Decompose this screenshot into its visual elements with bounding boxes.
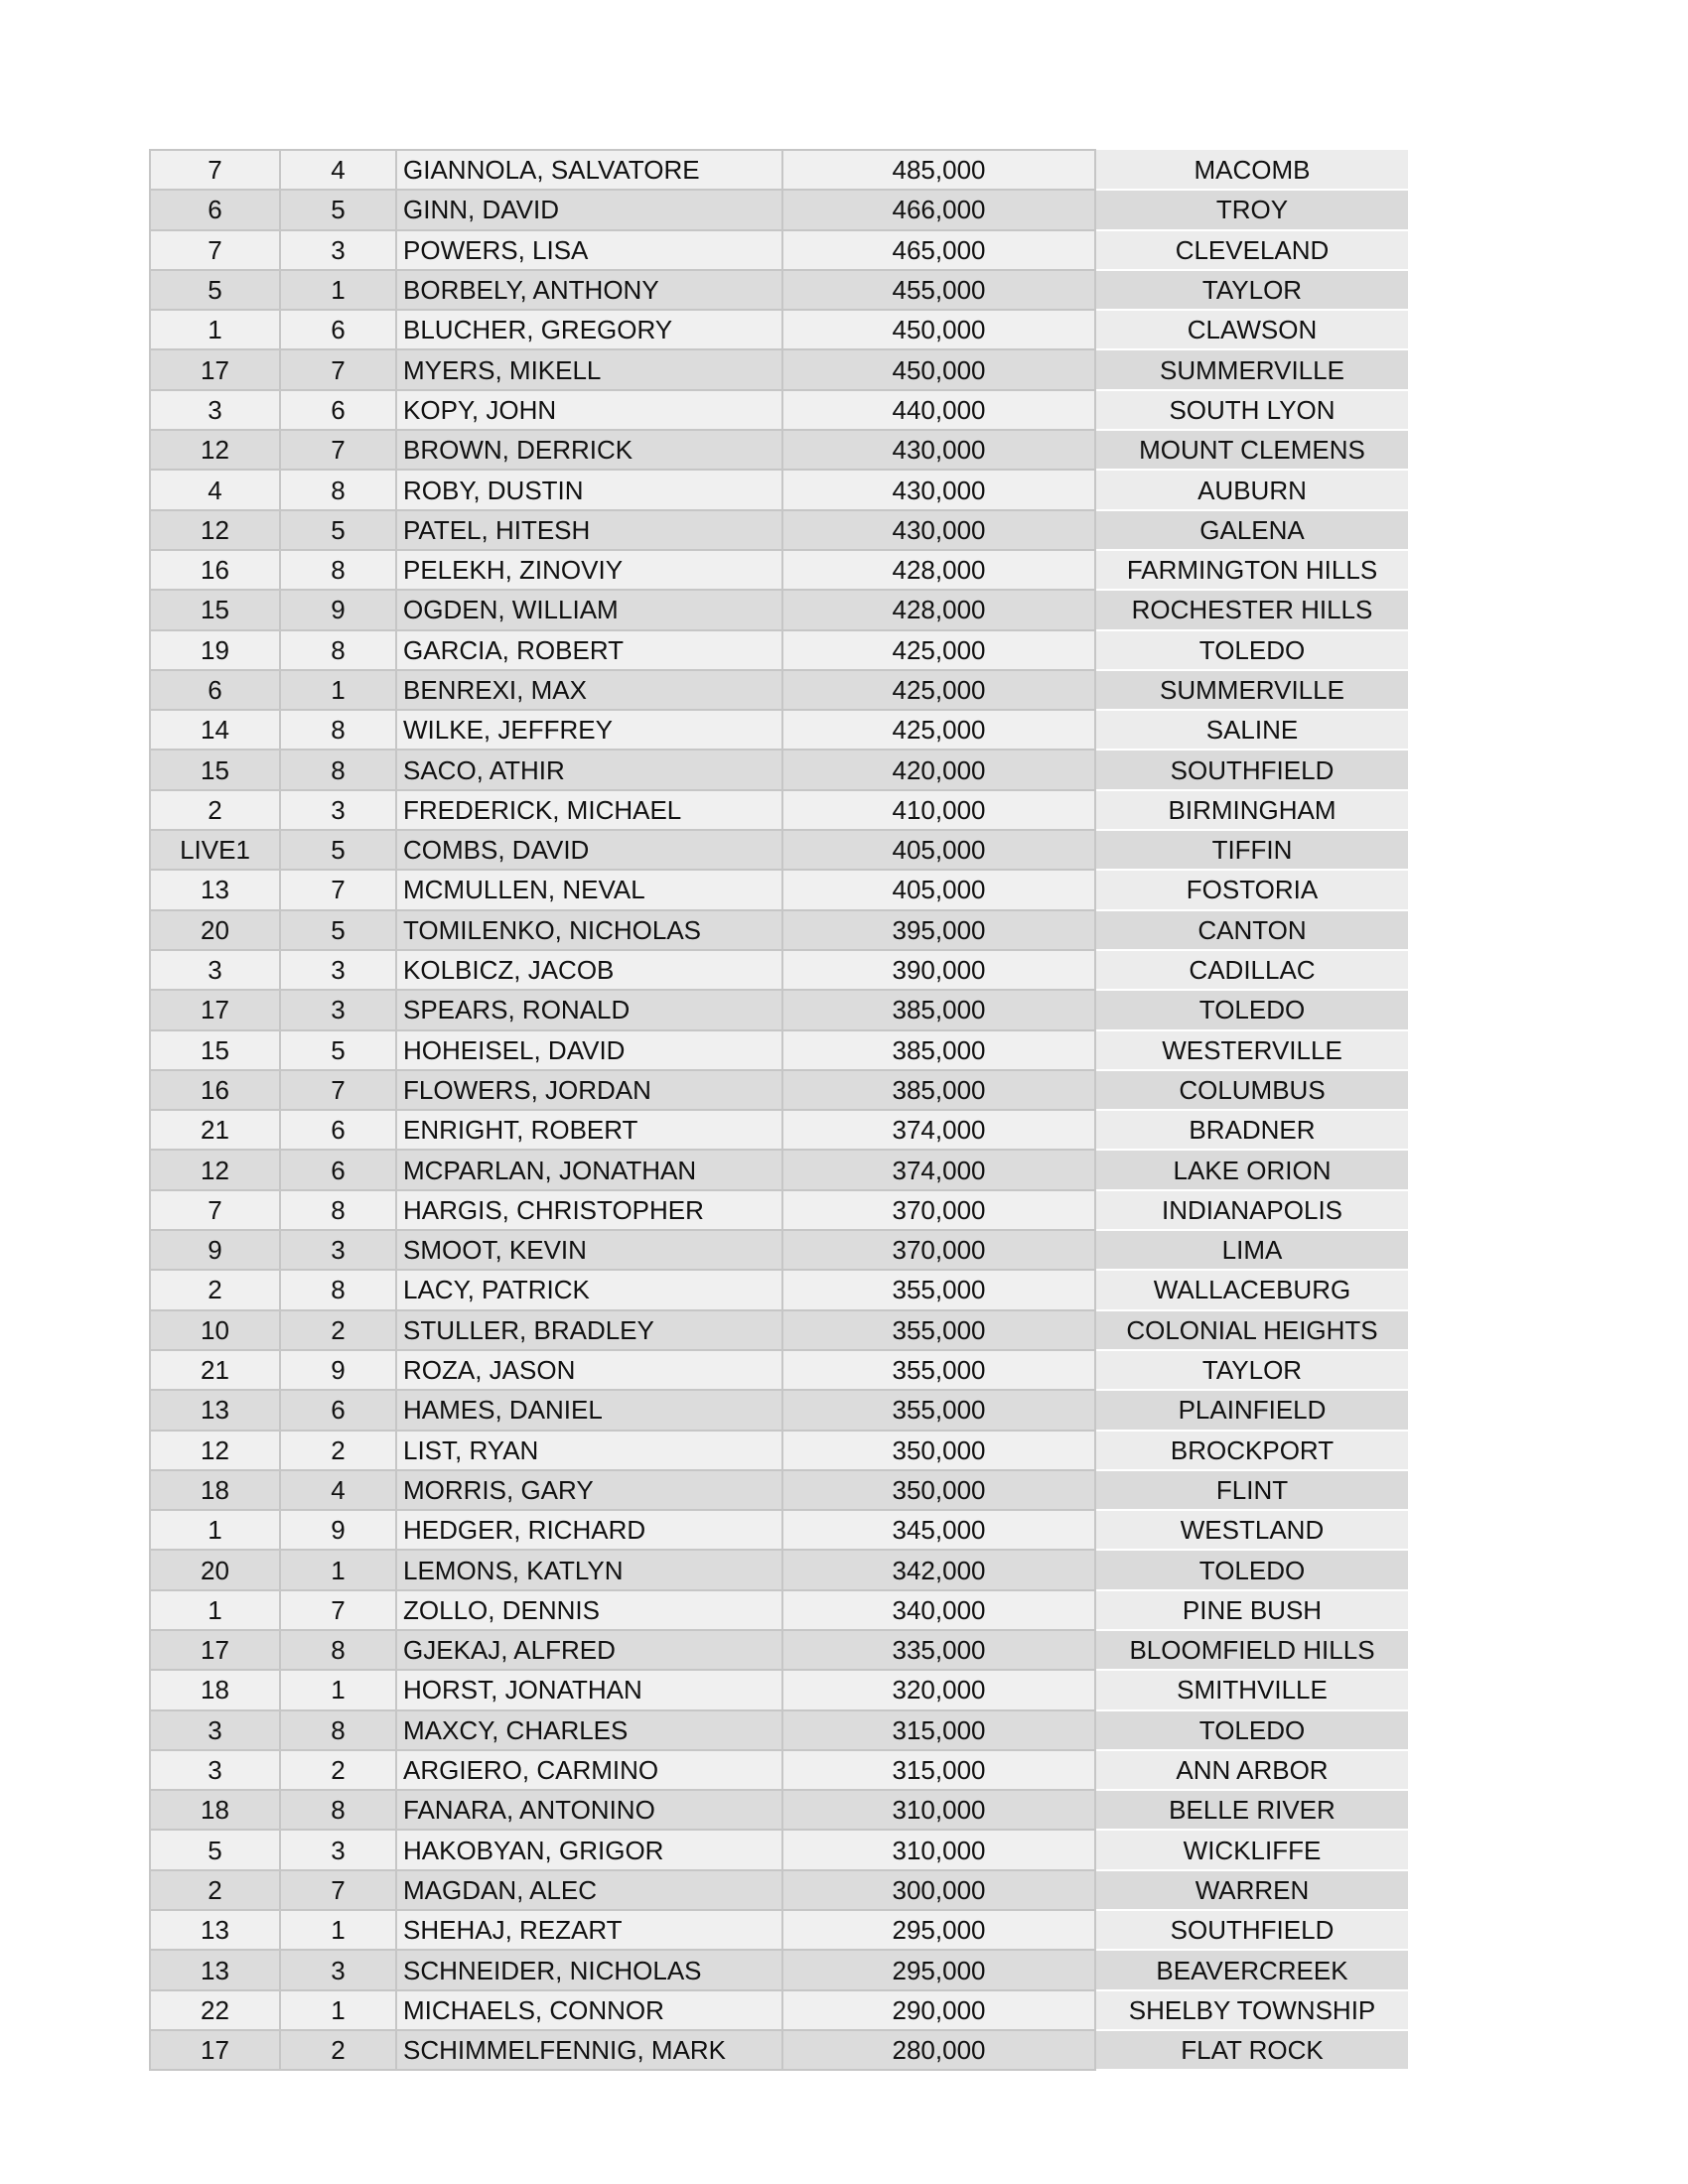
amount-cell: 310,000 (782, 1830, 1095, 1869)
amount-cell: 395,000 (782, 910, 1095, 950)
column-b-cell: 8 (280, 1190, 396, 1230)
column-a-cell: 13 (150, 1910, 280, 1950)
amount-cell: 355,000 (782, 1270, 1095, 1309)
amount-cell: 295,000 (782, 1910, 1095, 1950)
name-cell: GARCIA, ROBERT (396, 630, 782, 670)
column-a-cell: 3 (150, 950, 280, 990)
column-a-cell: 21 (150, 1110, 280, 1150)
column-b-cell: 8 (280, 1630, 396, 1670)
amount-cell: 405,000 (782, 870, 1095, 909)
amount-cell: 310,000 (782, 1790, 1095, 1830)
city-cell: BELLE RIVER (1095, 1790, 1408, 1830)
city-cell: LAKE ORION (1095, 1150, 1408, 1189)
column-b-cell: 4 (280, 1470, 396, 1510)
column-a-cell: 18 (150, 1470, 280, 1510)
table-row (150, 510, 1408, 550)
name-cell: MAGDAN, ALEC (396, 1870, 782, 1910)
column-b-cell: 1 (280, 1550, 396, 1589)
amount-cell: 410,000 (782, 790, 1095, 830)
column-a-cell: 13 (150, 1390, 280, 1430)
name-cell: PELEKH, ZINOVIY (396, 550, 782, 590)
column-b-cell: 5 (280, 510, 396, 550)
amount-cell: 340,000 (782, 1590, 1095, 1630)
table-row (150, 1990, 1408, 2030)
table-row (150, 349, 1408, 389)
table-row (150, 1150, 1408, 1189)
column-a-cell: 1 (150, 310, 280, 349)
amount-cell: 290,000 (782, 1990, 1095, 2030)
city-cell: TOLEDO (1095, 630, 1408, 670)
column-b-cell: 6 (280, 1150, 396, 1189)
amount-cell: 466,000 (782, 190, 1095, 229)
city-cell: GALENA (1095, 510, 1408, 550)
column-b-cell: 7 (280, 349, 396, 389)
name-cell: ZOLLO, DENNIS (396, 1590, 782, 1630)
column-a-cell: 15 (150, 750, 280, 789)
city-cell: CADILLAC (1095, 950, 1408, 990)
column-a-cell: 13 (150, 1950, 280, 1989)
table-row (150, 1910, 1408, 1950)
city-cell: ANN ARBOR (1095, 1750, 1408, 1790)
column-b-cell: 9 (280, 1350, 396, 1390)
amount-cell: 425,000 (782, 670, 1095, 710)
name-cell: KOLBICZ, JACOB (396, 950, 782, 990)
column-b-cell: 8 (280, 630, 396, 670)
name-cell: SMOOT, KEVIN (396, 1230, 782, 1270)
city-cell: SUMMERVILLE (1095, 349, 1408, 389)
name-cell: ROZA, JASON (396, 1350, 782, 1390)
city-cell: TIFFIN (1095, 830, 1408, 870)
city-cell: FARMINGTON HILLS (1095, 550, 1408, 590)
table-row (150, 1630, 1408, 1670)
column-b-cell: 8 (280, 710, 396, 750)
table-row (150, 990, 1408, 1029)
column-b-cell: 3 (280, 230, 396, 270)
amount-cell: 280,000 (782, 2030, 1095, 2070)
table-row (150, 470, 1408, 509)
amount-cell: 390,000 (782, 950, 1095, 990)
column-b-cell: 9 (280, 590, 396, 629)
name-cell: BORBELY, ANTHONY (396, 270, 782, 310)
city-cell: SALINE (1095, 710, 1408, 750)
amount-cell: 350,000 (782, 1470, 1095, 1510)
column-b-cell: 1 (280, 270, 396, 310)
name-cell: HEDGER, RICHARD (396, 1510, 782, 1550)
amount-cell: 450,000 (782, 349, 1095, 389)
name-cell: SACO, ATHIR (396, 750, 782, 789)
name-cell: FANARA, ANTONINO (396, 1790, 782, 1830)
amount-cell: 295,000 (782, 1950, 1095, 1989)
amount-cell: 320,000 (782, 1670, 1095, 1709)
table-row (150, 270, 1408, 310)
table-row (150, 1390, 1408, 1430)
city-cell: INDIANAPOLIS (1095, 1190, 1408, 1230)
amount-cell: 385,000 (782, 1070, 1095, 1110)
name-cell: FLOWERS, JORDAN (396, 1070, 782, 1110)
name-cell: POWERS, LISA (396, 230, 782, 270)
column-a-cell: 5 (150, 1830, 280, 1869)
name-cell: HARGIS, CHRISTOPHER (396, 1190, 782, 1230)
column-a-cell: 17 (150, 990, 280, 1029)
amount-cell: 355,000 (782, 1350, 1095, 1390)
city-cell: COLUMBUS (1095, 1070, 1408, 1110)
column-b-cell: 4 (280, 150, 396, 190)
column-b-cell: 9 (280, 1510, 396, 1550)
column-b-cell: 5 (280, 830, 396, 870)
name-cell: LIST, RYAN (396, 1431, 782, 1470)
table-row (150, 1110, 1408, 1150)
column-a-cell: 7 (150, 1190, 280, 1230)
column-b-cell: 2 (280, 1310, 396, 1350)
amount-cell: 428,000 (782, 590, 1095, 629)
name-cell: SCHIMMELFENNIG, MARK (396, 2030, 782, 2070)
results-table-body (150, 150, 1408, 2070)
city-cell: TOLEDO (1095, 990, 1408, 1029)
column-b-cell: 7 (280, 1070, 396, 1110)
city-cell: PLAINFIELD (1095, 1390, 1408, 1430)
table-row (150, 830, 1408, 870)
column-a-cell: 10 (150, 1310, 280, 1350)
city-cell: TOLEDO (1095, 1550, 1408, 1589)
name-cell: STULLER, BRADLEY (396, 1310, 782, 1350)
city-cell: SOUTHFIELD (1095, 750, 1408, 789)
city-cell: BRADNER (1095, 1110, 1408, 1150)
city-cell: SOUTHFIELD (1095, 1910, 1408, 1950)
name-cell: FREDERICK, MICHAEL (396, 790, 782, 830)
column-b-cell: 5 (280, 910, 396, 950)
column-a-cell: 3 (150, 1710, 280, 1750)
column-b-cell: 7 (280, 1590, 396, 1630)
city-cell: AUBURN (1095, 470, 1408, 509)
table-row (150, 1790, 1408, 1830)
amount-cell: 440,000 (782, 390, 1095, 430)
city-cell: MACOMB (1095, 150, 1408, 190)
table-row (150, 870, 1408, 909)
city-cell: TROY (1095, 190, 1408, 229)
column-a-cell: LIVE1 (150, 830, 280, 870)
amount-cell: 350,000 (782, 1431, 1095, 1470)
city-cell: SUMMERVILLE (1095, 670, 1408, 710)
column-b-cell: 1 (280, 1670, 396, 1709)
name-cell: KOPY, JOHN (396, 390, 782, 430)
table-row (150, 670, 1408, 710)
column-a-cell: 1 (150, 1590, 280, 1630)
column-b-cell: 2 (280, 1750, 396, 1790)
amount-cell: 342,000 (782, 1550, 1095, 1589)
table-row (150, 390, 1408, 430)
table-row (150, 190, 1408, 229)
name-cell: MORRIS, GARY (396, 1470, 782, 1510)
column-b-cell: 5 (280, 1030, 396, 1070)
column-a-cell: 3 (150, 390, 280, 430)
table-row (150, 790, 1408, 830)
amount-cell: 428,000 (782, 550, 1095, 590)
column-a-cell: 13 (150, 870, 280, 909)
city-cell: PINE BUSH (1095, 1590, 1408, 1630)
amount-cell: 374,000 (782, 1150, 1095, 1189)
city-cell: CLAWSON (1095, 310, 1408, 349)
table-row (150, 1431, 1408, 1470)
table-row (150, 750, 1408, 789)
column-b-cell: 1 (280, 670, 396, 710)
table-row (150, 1230, 1408, 1270)
city-cell: FLINT (1095, 1470, 1408, 1510)
column-b-cell: 8 (280, 1710, 396, 1750)
column-a-cell: 1 (150, 1510, 280, 1550)
amount-cell: 430,000 (782, 430, 1095, 470)
name-cell: GINN, DAVID (396, 190, 782, 229)
city-cell: TAYLOR (1095, 270, 1408, 310)
name-cell: MCPARLAN, JONATHAN (396, 1150, 782, 1189)
column-b-cell: 8 (280, 550, 396, 590)
table-row (150, 630, 1408, 670)
amount-cell: 455,000 (782, 270, 1095, 310)
column-b-cell: 2 (280, 2030, 396, 2070)
amount-cell: 420,000 (782, 750, 1095, 789)
column-a-cell: 4 (150, 470, 280, 509)
name-cell: SHEHAJ, REZART (396, 1910, 782, 1950)
city-cell: WALLACEBURG (1095, 1270, 1408, 1309)
column-b-cell: 7 (280, 430, 396, 470)
city-cell: CLEVELAND (1095, 230, 1408, 270)
table-row (150, 1270, 1408, 1309)
table-row (150, 710, 1408, 750)
amount-cell: 335,000 (782, 1630, 1095, 1670)
name-cell: HORST, JONATHAN (396, 1670, 782, 1709)
table-row (150, 430, 1408, 470)
table-row (150, 1510, 1408, 1550)
column-a-cell: 3 (150, 1750, 280, 1790)
name-cell: OGDEN, WILLIAM (396, 590, 782, 629)
name-cell: MCMULLEN, NEVAL (396, 870, 782, 909)
amount-cell: 300,000 (782, 1870, 1095, 1910)
table-row (150, 1590, 1408, 1630)
column-a-cell: 16 (150, 550, 280, 590)
table-row (150, 1950, 1408, 1989)
column-a-cell: 2 (150, 1270, 280, 1309)
column-b-cell: 5 (280, 190, 396, 229)
city-cell: SOUTH LYON (1095, 390, 1408, 430)
column-a-cell: 12 (150, 430, 280, 470)
city-cell: WESTLAND (1095, 1510, 1408, 1550)
city-cell: SHELBY TOWNSHIP (1095, 1990, 1408, 2030)
column-a-cell: 15 (150, 590, 280, 629)
table-row (150, 1870, 1408, 1910)
name-cell: GIANNOLA, SALVATORE (396, 150, 782, 190)
column-a-cell: 20 (150, 910, 280, 950)
column-b-cell: 2 (280, 1431, 396, 1470)
city-cell: CANTON (1095, 910, 1408, 950)
column-a-cell: 19 (150, 630, 280, 670)
amount-cell: 425,000 (782, 630, 1095, 670)
name-cell: MYERS, MIKELL (396, 349, 782, 389)
column-a-cell: 17 (150, 2030, 280, 2070)
amount-cell: 370,000 (782, 1230, 1095, 1270)
amount-cell: 355,000 (782, 1310, 1095, 1350)
amount-cell: 374,000 (782, 1110, 1095, 1150)
column-b-cell: 1 (280, 1990, 396, 2030)
name-cell: MAXCY, CHARLES (396, 1710, 782, 1750)
table-row (150, 230, 1408, 270)
name-cell: BROWN, DERRICK (396, 430, 782, 470)
column-b-cell: 6 (280, 1110, 396, 1150)
column-a-cell: 18 (150, 1790, 280, 1830)
amount-cell: 370,000 (782, 1190, 1095, 1230)
amount-cell: 430,000 (782, 510, 1095, 550)
amount-cell: 450,000 (782, 310, 1095, 349)
column-a-cell: 2 (150, 1870, 280, 1910)
column-a-cell: 12 (150, 1431, 280, 1470)
amount-cell: 345,000 (782, 1510, 1095, 1550)
results-table (149, 149, 1408, 2071)
column-a-cell: 5 (150, 270, 280, 310)
column-b-cell: 3 (280, 1230, 396, 1270)
column-a-cell: 7 (150, 230, 280, 270)
city-cell: MOUNT CLEMENS (1095, 430, 1408, 470)
city-cell: TAYLOR (1095, 1350, 1408, 1390)
column-b-cell: 3 (280, 790, 396, 830)
table-row (150, 1550, 1408, 1589)
column-b-cell: 7 (280, 1870, 396, 1910)
table-row (150, 1070, 1408, 1110)
city-cell: FLAT ROCK (1095, 2030, 1408, 2070)
city-cell: BIRMINGHAM (1095, 790, 1408, 830)
column-b-cell: 8 (280, 1270, 396, 1309)
name-cell: LACY, PATRICK (396, 1270, 782, 1309)
column-a-cell: 9 (150, 1230, 280, 1270)
amount-cell: 315,000 (782, 1750, 1095, 1790)
table-row (150, 2030, 1408, 2070)
column-b-cell: 6 (280, 390, 396, 430)
column-a-cell: 7 (150, 150, 280, 190)
column-b-cell: 7 (280, 870, 396, 909)
city-cell: BROCKPORT (1095, 1431, 1408, 1470)
column-b-cell: 3 (280, 1830, 396, 1869)
column-a-cell: 17 (150, 349, 280, 389)
column-b-cell: 3 (280, 1950, 396, 1989)
table-row (150, 1750, 1408, 1790)
table-row (150, 950, 1408, 990)
city-cell: WICKLIFFE (1095, 1830, 1408, 1869)
name-cell: PATEL, HITESH (396, 510, 782, 550)
column-b-cell: 3 (280, 990, 396, 1029)
name-cell: HAKOBYAN, GRIGOR (396, 1830, 782, 1869)
city-cell: FOSTORIA (1095, 870, 1408, 909)
table-row (150, 150, 1408, 190)
table-row (150, 1470, 1408, 1510)
amount-cell: 430,000 (782, 470, 1095, 509)
column-b-cell: 8 (280, 750, 396, 789)
amount-cell: 385,000 (782, 990, 1095, 1029)
table-row (150, 1710, 1408, 1750)
city-cell: LIMA (1095, 1230, 1408, 1270)
column-b-cell: 8 (280, 1790, 396, 1830)
table-row (150, 310, 1408, 349)
column-b-cell: 6 (280, 310, 396, 349)
column-b-cell: 1 (280, 1910, 396, 1950)
name-cell: ENRIGHT, ROBERT (396, 1110, 782, 1150)
table-row (150, 1830, 1408, 1869)
table-row (150, 1670, 1408, 1709)
amount-cell: 405,000 (782, 830, 1095, 870)
column-a-cell: 2 (150, 790, 280, 830)
column-a-cell: 16 (150, 1070, 280, 1110)
amount-cell: 465,000 (782, 230, 1095, 270)
table-row (150, 550, 1408, 590)
city-cell: BEAVERCREEK (1095, 1950, 1408, 1989)
table-row (150, 1030, 1408, 1070)
table-row (150, 910, 1408, 950)
amount-cell: 385,000 (782, 1030, 1095, 1070)
column-a-cell: 21 (150, 1350, 280, 1390)
name-cell: ROBY, DUSTIN (396, 470, 782, 509)
amount-cell: 355,000 (782, 1390, 1095, 1430)
column-b-cell: 6 (280, 1390, 396, 1430)
column-a-cell: 14 (150, 710, 280, 750)
table-row (150, 1310, 1408, 1350)
amount-cell: 425,000 (782, 710, 1095, 750)
table-row (150, 1350, 1408, 1390)
city-cell: COLONIAL HEIGHTS (1095, 1310, 1408, 1350)
city-cell: WARREN (1095, 1870, 1408, 1910)
city-cell: WESTERVILLE (1095, 1030, 1408, 1070)
column-a-cell: 12 (150, 510, 280, 550)
name-cell: BLUCHER, GREGORY (396, 310, 782, 349)
amount-cell: 485,000 (782, 150, 1095, 190)
city-cell: TOLEDO (1095, 1710, 1408, 1750)
column-a-cell: 6 (150, 670, 280, 710)
name-cell: SCHNEIDER, NICHOLAS (396, 1950, 782, 1989)
name-cell: LEMONS, KATLYN (396, 1550, 782, 1589)
column-b-cell: 3 (280, 950, 396, 990)
table-row (150, 590, 1408, 629)
column-a-cell: 12 (150, 1150, 280, 1189)
name-cell: WILKE, JEFFREY (396, 710, 782, 750)
name-cell: GJEKAJ, ALFRED (396, 1630, 782, 1670)
name-cell: HOHEISEL, DAVID (396, 1030, 782, 1070)
column-b-cell: 8 (280, 470, 396, 509)
name-cell: HAMES, DANIEL (396, 1390, 782, 1430)
name-cell: TOMILENKO, NICHOLAS (396, 910, 782, 950)
column-a-cell: 6 (150, 190, 280, 229)
name-cell: MICHAELS, CONNOR (396, 1990, 782, 2030)
amount-cell: 315,000 (782, 1710, 1095, 1750)
name-cell: BENREXI, MAX (396, 670, 782, 710)
table-row (150, 1190, 1408, 1230)
column-a-cell: 22 (150, 1990, 280, 2030)
column-a-cell: 17 (150, 1630, 280, 1670)
name-cell: SPEARS, RONALD (396, 990, 782, 1029)
column-a-cell: 15 (150, 1030, 280, 1070)
column-a-cell: 18 (150, 1670, 280, 1709)
column-a-cell: 20 (150, 1550, 280, 1589)
name-cell: COMBS, DAVID (396, 830, 782, 870)
city-cell: BLOOMFIELD HILLS (1095, 1630, 1408, 1670)
name-cell: ARGIERO, CARMINO (396, 1750, 782, 1790)
city-cell: ROCHESTER HILLS (1095, 590, 1408, 629)
city-cell: SMITHVILLE (1095, 1670, 1408, 1709)
